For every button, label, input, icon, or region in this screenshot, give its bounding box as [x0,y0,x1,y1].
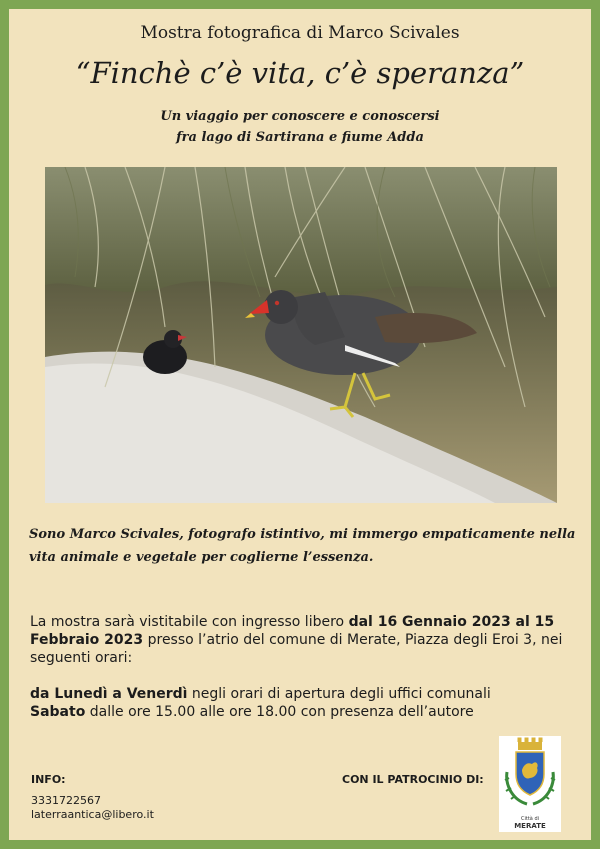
info-label: INFO: [31,773,66,786]
exhibition-details [30,613,580,721]
weekday-text: negli orari di apertura degli uffici comunali [187,686,491,702]
poster [9,9,591,840]
spacer [30,667,580,685]
subtitle-line-2: fra lago di Sartirana e fiume Adda [176,130,424,145]
crest-caption-city: MERATE [514,822,546,830]
bio-line-2: vita animale e vegetale per coglierne l’essenza. [29,550,374,565]
visit-text-c: presso l’atrio del comune di Merate, Piazza degli Eroi 3, nei seguenti orari: [30,632,563,666]
visit-dates: dal 16 Gennaio 2023 al 15 Febbraio 2023 [30,614,555,648]
exhibition-title: “Finchè c’è vita, c’è speranza” [75,56,525,90]
info-email[interactable]: laterraantica@libero.it [31,808,154,821]
saturday-hours [30,703,580,721]
saturday-text: dalle ore 15.00 alle ore 18.00 con presenza dell’autore [85,704,474,720]
info-phone: 3331722567 [31,794,101,807]
crest-caption-small: Città di [520,816,540,822]
visit-text-a: La mostra sarà vistitabile con ingresso libero [30,614,349,630]
crest-icon [499,736,561,814]
bio-line-1: Sono Marco Scivales, fotografo istintivo, mi immergo empaticamente nella [29,527,576,542]
moorhen-photo [45,167,557,503]
weekday-hours [30,685,580,703]
author-bio [29,523,579,569]
weekday-label: da Lunedì a Venerdì [30,686,188,702]
subtitle-line-1: Un viaggio per conoscere e conoscersi [160,109,440,124]
patronage-label: CON IL PATROCINIO DI: [342,773,484,786]
visit-paragraph [30,613,580,667]
saturday-label: Sabato [30,704,86,720]
exhibition-heading: Mostra fotografica di Marco Scivales [140,23,460,43]
merate-crest [499,736,561,832]
